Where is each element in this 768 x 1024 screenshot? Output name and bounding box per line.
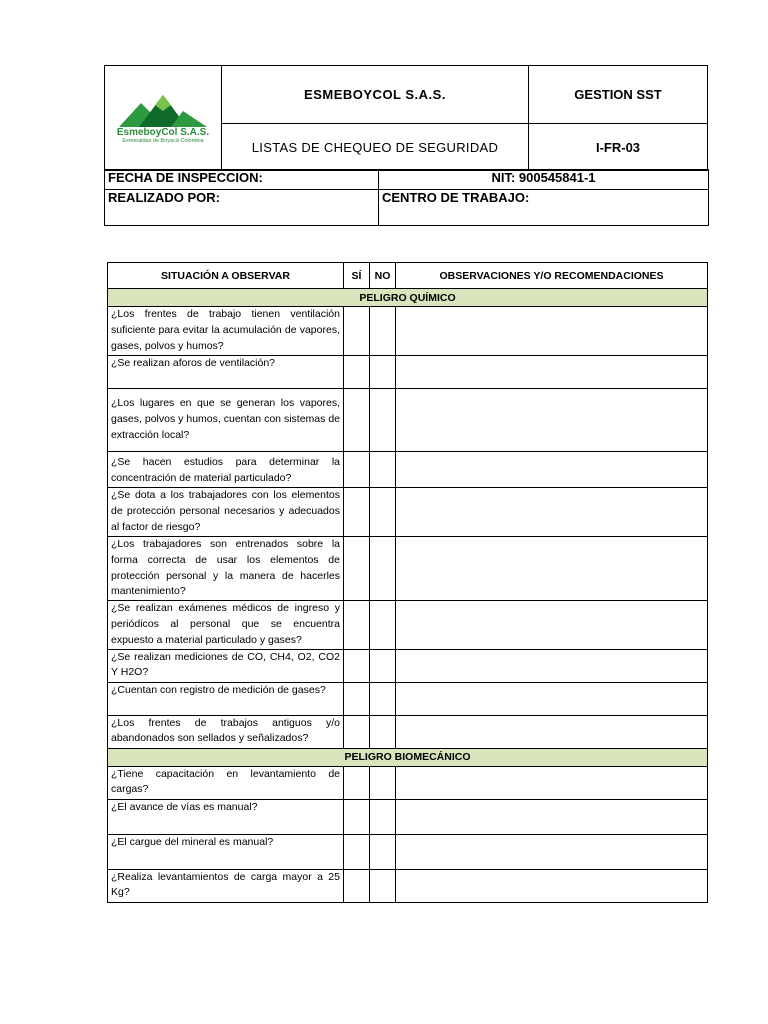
no-checkbox[interactable] bbox=[370, 834, 396, 869]
yes-checkbox[interactable] bbox=[344, 682, 370, 715]
table-row bbox=[108, 356, 708, 389]
no-checkbox[interactable] bbox=[370, 682, 396, 715]
done-by-field[interactable]: REALIZADO POR: bbox=[105, 190, 379, 226]
observation-cell[interactable] bbox=[396, 766, 708, 799]
yes-checkbox[interactable] bbox=[344, 799, 370, 834]
work-center-field[interactable]: CENTRO DE TRABAJO: bbox=[379, 190, 709, 226]
form-code: I-FR-03 bbox=[529, 124, 708, 171]
yes-header: SÍ bbox=[344, 263, 370, 289]
yes-checkbox[interactable] bbox=[344, 307, 370, 356]
table-row bbox=[108, 601, 708, 649]
question-text: ¿Cuentan con registro de medición de gases? bbox=[108, 682, 344, 715]
question-text: ¿Se dota a los trabajadores con los elementos de protección personal necesarios y adecuados al factor de riesgo? bbox=[108, 488, 344, 537]
yes-checkbox[interactable] bbox=[344, 537, 370, 601]
no-header: NO bbox=[370, 263, 396, 289]
safety-checklist bbox=[107, 262, 708, 903]
observation-cell[interactable] bbox=[396, 356, 708, 389]
question-text: ¿Realiza levantamientos de carga mayor a 25 Kg? bbox=[108, 869, 344, 902]
question-text: ¿Se hacen estudios para determinar la concentración de material particulado? bbox=[108, 452, 344, 488]
table-row bbox=[108, 869, 708, 902]
yes-checkbox[interactable] bbox=[344, 356, 370, 389]
yes-checkbox[interactable] bbox=[344, 649, 370, 682]
question-text: ¿El cargue del mineral es manual? bbox=[108, 834, 344, 869]
table-row bbox=[108, 834, 708, 869]
question-text: ¿El avance de vías es manual? bbox=[108, 799, 344, 834]
checklist-header-row bbox=[108, 263, 708, 289]
table-row bbox=[108, 766, 708, 799]
question-text: ¿Los lugares en que se generan los vapores, gases, polvos y humos, cuentan con sistemas de extracción local? bbox=[108, 389, 344, 452]
yes-checkbox[interactable] bbox=[344, 715, 370, 748]
observation-cell[interactable] bbox=[396, 488, 708, 537]
table-row bbox=[108, 389, 708, 452]
logo-cell bbox=[105, 66, 222, 171]
no-checkbox[interactable] bbox=[370, 715, 396, 748]
no-checkbox[interactable] bbox=[370, 452, 396, 488]
observations-header: OBSERVACIONES Y/O RECOMENDACIONES bbox=[396, 263, 708, 289]
yes-checkbox[interactable] bbox=[344, 452, 370, 488]
observation-cell[interactable] bbox=[396, 834, 708, 869]
table-row bbox=[108, 488, 708, 537]
yes-checkbox[interactable] bbox=[344, 389, 370, 452]
yes-checkbox[interactable] bbox=[344, 601, 370, 649]
yes-checkbox[interactable] bbox=[344, 766, 370, 799]
observation-cell[interactable] bbox=[396, 869, 708, 902]
no-checkbox[interactable] bbox=[370, 869, 396, 902]
observation-cell[interactable] bbox=[396, 452, 708, 488]
inspection-info bbox=[104, 169, 709, 226]
no-checkbox[interactable] bbox=[370, 766, 396, 799]
question-text: ¿Los frentes de trabajo tienen ventilación suficiente para evitar la acumulación de vapores, gases, polvos y humos? bbox=[108, 307, 344, 356]
no-checkbox[interactable] bbox=[370, 537, 396, 601]
question-text: ¿Los trabajadores son entrenados sobre la forma correcta de usar los elementos de protección personal y la manera de hacerles mantenimiento? bbox=[108, 537, 344, 601]
question-text: ¿Tiene capacitación en levantamiento de cargas? bbox=[108, 766, 344, 799]
yes-checkbox[interactable] bbox=[344, 834, 370, 869]
document-header bbox=[104, 65, 708, 171]
observation-cell[interactable] bbox=[396, 682, 708, 715]
no-checkbox[interactable] bbox=[370, 601, 396, 649]
observation-cell[interactable] bbox=[396, 715, 708, 748]
no-checkbox[interactable] bbox=[370, 799, 396, 834]
logo-name: EsmeboyCol S.A.S. bbox=[116, 127, 210, 138]
situation-header: SITUACIÓN A OBSERVAR bbox=[108, 263, 344, 289]
no-checkbox[interactable] bbox=[370, 488, 396, 537]
area-name: GESTION SST bbox=[529, 66, 708, 124]
table-row bbox=[108, 715, 708, 748]
table-row bbox=[108, 537, 708, 601]
table-row bbox=[108, 682, 708, 715]
no-checkbox[interactable] bbox=[370, 649, 396, 682]
question-text: ¿Se realizan mediciones de CO, CH4, O2, CO2 Y H2O? bbox=[108, 649, 344, 682]
company-name: ESMEBOYCOL S.A.S. bbox=[222, 66, 529, 124]
yes-checkbox[interactable] bbox=[344, 869, 370, 902]
section-chemical-hazard: PELIGRO QUÍMICO bbox=[108, 289, 708, 307]
nit-value: NIT: 900545841-1 bbox=[379, 170, 709, 190]
yes-checkbox[interactable] bbox=[344, 488, 370, 537]
table-row bbox=[108, 307, 708, 356]
question-text: ¿Los frentes de trabajos antiguos y/o abandonados son sellados y señalizados? bbox=[108, 715, 344, 748]
table-row bbox=[108, 452, 708, 488]
no-checkbox[interactable] bbox=[370, 389, 396, 452]
no-checkbox[interactable] bbox=[370, 356, 396, 389]
section-biomechanical-hazard: PELIGRO BIOMECÁNICO bbox=[108, 748, 708, 766]
form-title: LISTAS DE CHEQUEO DE SEGURIDAD bbox=[222, 124, 529, 171]
question-text: ¿Se realizan aforos de ventilación? bbox=[108, 356, 344, 389]
observation-cell[interactable] bbox=[396, 307, 708, 356]
mountain-logo-icon bbox=[117, 91, 209, 127]
observation-cell[interactable] bbox=[396, 537, 708, 601]
observation-cell[interactable] bbox=[396, 389, 708, 452]
observation-cell[interactable] bbox=[396, 649, 708, 682]
logo-subtitle: Esmeraldas de Boyacá Colombia bbox=[122, 138, 204, 144]
observation-cell[interactable] bbox=[396, 601, 708, 649]
table-row bbox=[108, 649, 708, 682]
inspection-date-field[interactable]: FECHA DE INSPECCION: bbox=[105, 170, 379, 190]
no-checkbox[interactable] bbox=[370, 307, 396, 356]
question-text: ¿Se realizan exámenes médicos de ingreso y periódicos al personal que se encuentra expuesto a material particulado y gases? bbox=[108, 601, 344, 649]
observation-cell[interactable] bbox=[396, 799, 708, 834]
table-row bbox=[108, 799, 708, 834]
